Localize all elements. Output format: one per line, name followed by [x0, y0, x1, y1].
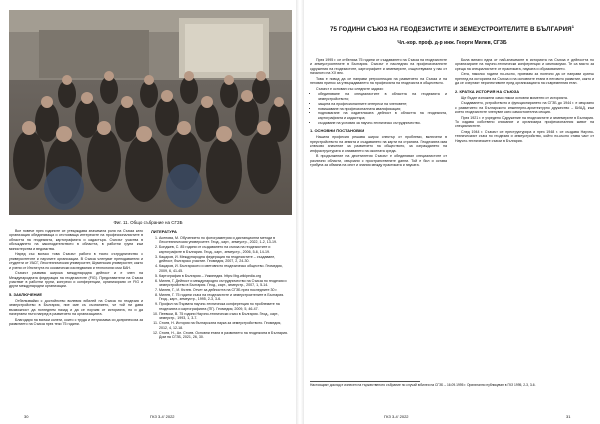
task-item: • подпомагане на издателската дейност в областта на геодезията, картографията и кадастъра;: [318, 111, 447, 120]
body-paragraph: В продължение на десетилетия Съюзът е обединявал специалистите от различни области, свързани с пространствените данни. Той е бил и остава трибуна за обмяна на опит и знания между практиката и науката.: [310, 154, 447, 168]
intro-paragraph: Съюзът е основан със следните задачи:: [316, 86, 384, 91]
page-number: 31: [566, 414, 571, 419]
reference-item: 4. Кацаров, И. Българското и световното геодезическо общество. Геомедия, 2009, 6, 41-45.: [159, 264, 289, 273]
body-paragraph: Сега, няколко години по-късно, приемам за полезно да се направи кратък преглед на историята на Съюза и на основните етапи в неговото развитие, както и да се очертаят перспективите пред организацията на съвременния етап.: [455, 72, 594, 86]
intro-paragraph: През 1995 г. се отбеляза 75 години от създаването на Съюза на геодезистите и земеустроителите в България. Съюзът е наследник на професионалните сдружения на геодезистите, картографите и земемерите, съществували у нас от началото на XX век.: [310, 58, 447, 76]
tasks-list: [310, 92, 447, 125]
page-gutter: [296, 0, 304, 424]
reference-item: 5. Картография в България – Уикипедия. https://bg.wikipedia.org: [159, 274, 289, 278]
journal-issue: ГКЗ 3-4' 2022: [150, 414, 175, 419]
reference-item: 10. Пеевски, В. 75 години Научно-технически съюз в България. Геод., карт., земеустр., 1993, 1, 3-7.: [159, 312, 289, 321]
reference-item: 6. Милев, Г. Дейност и международно сътрудничество на Съюза по геодезия и земеустройство в България. Геод., карт., земеустр., 2007, 1, 5-14.: [159, 279, 289, 288]
section-heading: 5. ЗАКЛЮЧЕНИЕ: [9, 291, 43, 297]
reference-item: 11. Стоев, Н. История на българската наука за земеустройството. Геомедия, 2012, 4, 12-18.: [159, 321, 289, 330]
reference-item: 2. Бонджев, С. 85 години от създаването на съюза на геодезистите и картографите в България. Геод., карт., земеустр., 2006, 5-6, 14-19.: [159, 245, 289, 254]
task-item: • повишаване на професионалната квалификация;: [318, 107, 447, 111]
reference-list: [151, 236, 289, 339]
body-paragraph: Била винаги една от най-значимите в историята на Съюза е дейността по организиране на научно-технически конференции и симпозиуми. Те са място за среща на специалистите от практиката, науката и образованието.: [455, 58, 594, 71]
right-left-column: [310, 58, 447, 169]
body-paragraph: Ще бъдат изложени само някои основни моменти от историята.: [461, 95, 568, 100]
literature-column: [151, 229, 289, 340]
conclusion-paragraph: Благодаря на всички колеги, които с труда и ентусиазма си допринесоха за развитието на Съюза през тези 75 години.: [9, 317, 143, 327]
task-item: • създаване на условия за научно-техническо сътрудничество.: [318, 121, 447, 125]
article-title-text: 75 ГОДИНИ СЪЮЗ НА ГЕОДЕЗИСТИТЕ И ЗЕМЕУСТРОИТЕЛИТЕ В БЪЛГАРИЯ: [329, 26, 572, 34]
body-paragraph: Нашата професия решава широк спектър от проблеми, включени в преустройството на земята и създаването на карти на страната. Геодезията има ключово значение за развитието на обществото, за изграждането на инфраструктурата и опазването на околната среда.: [310, 135, 447, 153]
body-paragraph: Съюзът развива широка международна дейност и е член на Международната федерация на геодезистите (FIG). Представители на Съюза участват в работни групи, конгреси и конференции, организирани от FIG и други международни организации.: [9, 271, 143, 289]
page-number: 30: [24, 414, 29, 419]
footnote-divider: [310, 381, 420, 382]
task-item: • обединяване на специалистите в областта на геодезията и земеустройството;: [318, 92, 447, 101]
footnote: Настоящият доклад е изнесен на тържественото събрание по случай юбилея на СГЗБ – 16.09.1995 г. Оригинално публикуван в ГКЗ 1995, 2-3, 3-6.: [310, 383, 536, 387]
body-paragraph: През 1921 г. е учредено Сдружение на геодезистите и земемерите в България. То издава собствено списание и организира професионалния живот на специалистите.: [455, 115, 594, 129]
footnote-mark: 1: [571, 24, 575, 29]
body-paragraph: Все повече през годините се утвърждава значимата роля на Съюза като организация обединяваща и отстояваща интересите на професионалистите в областта на геодезията, картографията и кадастъра. Съюзът участва в обсъждането на законодателството в областта, в работни групи към министерства и ведомства.: [9, 229, 143, 251]
left-page: [0, 0, 296, 424]
intro-paragraph: Това е повод да се направи ретроспекция на развитието на Съюза и на неговия принос за утвърждаването на професията на геодезиста в обществото.: [310, 76, 447, 86]
right-page: [304, 0, 600, 424]
conference-photo: [9, 10, 292, 215]
body-paragraph: Създаването, устройството и функционирането на СГЗБ до 1944 г. е свързано с развитието на Българското инженерно-архитектурно дружество – БИАД, към което геодезистите членуват като самостоятелна секция.: [455, 101, 594, 115]
right-right-column: [455, 58, 594, 144]
figure-caption: Фиг. 11. Общо събрание на СГЗБ: [113, 220, 183, 225]
task-item: • защита на професионалните интереси на членовете;: [318, 102, 447, 106]
section-heading: 1. ОСНОВНИ ПОСТАНОВКИ: [310, 128, 365, 134]
body-paragraph: Наред със всичко това Съюзът работи в тясно сътрудничество с университетите и научните организации. В Съюза членуват преподаватели и студенти от УАСГ, Лесотехническия университет, Шуменския университет, както и учени от Института по космически изследвания и технологии към БАН.: [9, 252, 143, 270]
reference-item: 7. Милев, Г., И. Кътев. Отчет за дейността на СГЗБ през последните 30 г.: [159, 288, 289, 292]
section-heading: 2. КРАТКА ИСТОРИЯ НА СЪЮЗА: [455, 88, 520, 94]
reference-item: 9. Профил на Първата научно-техническа конференция по проблемите на геодезията и картографията (ПГ). Геомедия, 2009, 5, 46-47.: [159, 302, 289, 311]
audience-photo-illustration: [9, 10, 292, 215]
body-paragraph: След 1944 г. Съюзът се преструктурира и през 1948 г. се създава Научно-техническият съюз по геодезия и земеустройство, който по-късно става част от Научно-техническите съюзи в България.: [455, 129, 594, 143]
journal-issue: ГКЗ 3-4' 2022: [384, 414, 409, 419]
left-body-column: [9, 229, 143, 328]
reference-item: 3. Кацаров, И. Международна федерация на геодезистите – създаване, дейност, българско участие. Геомедия, 2007, 2, 24-30.: [159, 255, 289, 264]
reference-item: 12. Стоев, Н., Ал. Стоев. Основни етапи в развитието на геодезията в България. Дом на СГЗБ, 2021, 26, 30.: [159, 331, 289, 340]
reference-item: 1. Асенова, М. Обучението по фотограметрия и дистанционни методи в Лесотехническия университет. Геод., карт., земеустр., 2022, 1-2, 13-19.: [159, 236, 289, 245]
article-author: Чл.-кор. проф. д-р инж. Георги Милев, СГЗБ: [397, 40, 507, 46]
literature-heading: ЛИТЕРАТУРА: [151, 229, 177, 234]
reference-item: 8. Милев, Г. 75 години съюз на геодезистите и земеустроителите в България. Геод., карт., земеустр., 1995, 2-3, 3-6.: [159, 293, 289, 302]
conclusion-paragraph: Отбелязвайки с достойнство волевия юбилей на Съюза по геодезия и земеустройство в България, ние сме съ съзнанието, че той ни дава възможност да погледнем назад и да се поучим от историята, но и да начертаем пътя напред в развитието на организацията.: [9, 298, 143, 317]
article-title: [304, 24, 600, 33]
